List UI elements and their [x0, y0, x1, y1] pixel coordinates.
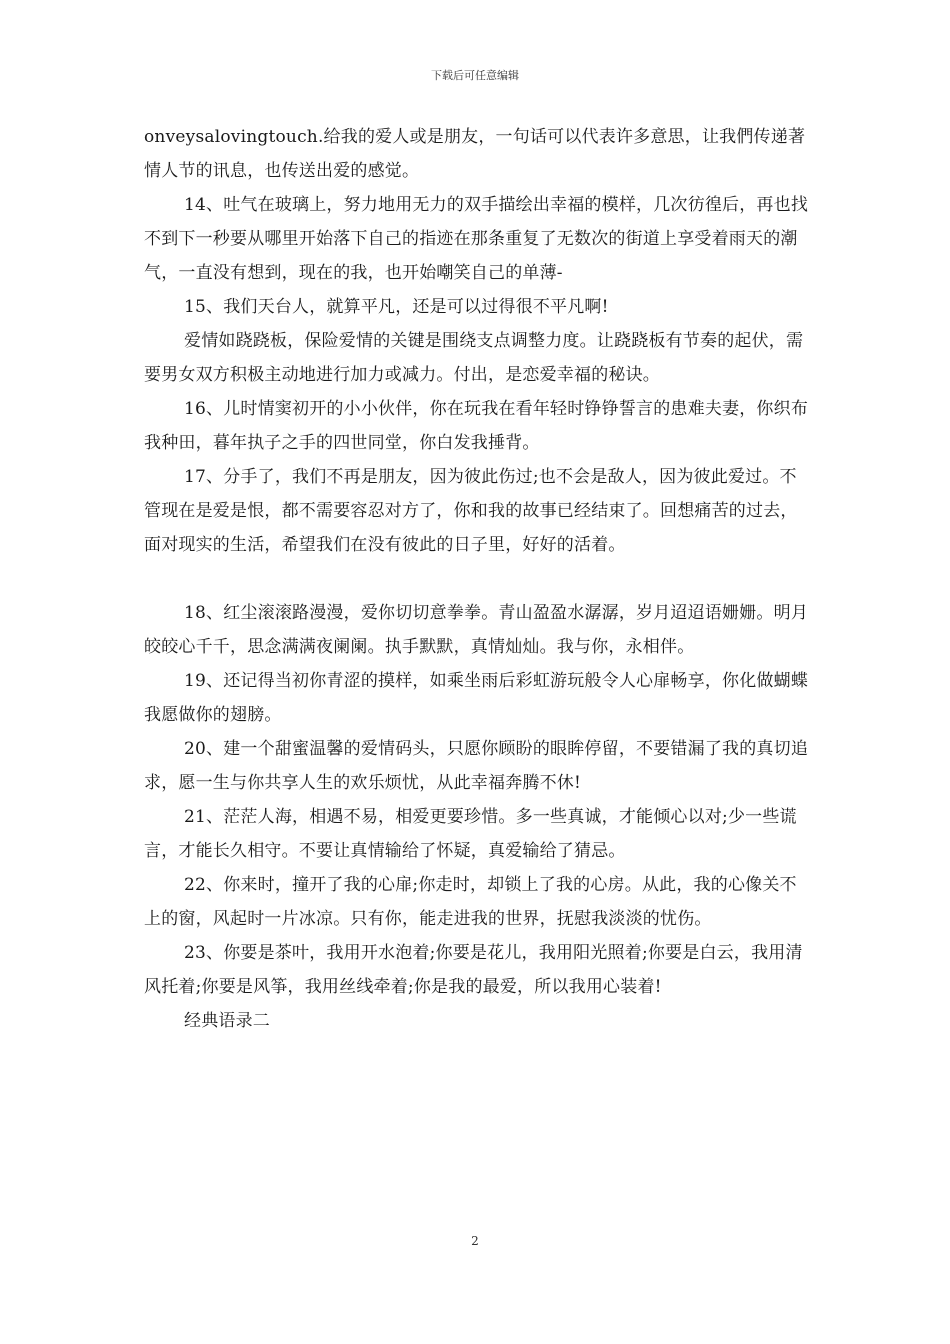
page-number: 2	[471, 1234, 479, 1248]
paragraph: 23、你要是茶叶，我用开水泡着;你要是花儿，我用阳光照着;你要是白云，我用清风托着;你要是风筝，我用丝线牵着;你是我的最爱，所以我用心装着!	[144, 943, 803, 997]
paragraph: 19、还记得当初你青涩的摸样，如乘坐雨后彩虹游玩般令人心扉畅享，你化做蝴蝶我愿做你的翅膀。	[144, 671, 809, 725]
page-header: 下载后可任意编辑	[431, 69, 519, 82]
document-body	[144, 120, 810, 1038]
paragraph: 20、建一个甜蜜温馨的爱情码头，只愿你顾盼的眼眸停留，不要错漏了我的真切追求，愿一生与你共享人生的欢乐烦忧，从此幸福奔腾不休!	[144, 739, 809, 793]
paragraph: 22、你来时，撞开了我的心扉;你走时，却锁上了我的心房。从此，我的心像关不上的窗，风起时一片冰凉。只有你，能走进我的世界，抚慰我淡淡的忧伤。	[144, 875, 797, 929]
section-heading: 经典语录二	[184, 1011, 270, 1031]
paragraph: 爱情如跷跷板，保险爱情的关键是围绕支点调整力度。让跷跷板有节奏的起伏，需要男女双方积极主动地进行加力或减力。付出，是恋爱幸福的秘诀。	[144, 331, 804, 385]
paragraph: 21、茫茫人海，相遇不易，相爱更要珍惜。多一些真诚，才能倾心以对;少一些谎言，才能长久相守。不要让真情输给了怀疑，真爱输给了猜忌。	[144, 807, 797, 861]
paragraph: 17、分手了，我们不再是朋友，因为彼此伤过;也不会是敌人，因为彼此爱过。不管现在是爱是恨，都不需要容忍对方了，你和我的故事已经结束了。回想痛苦的过去，面对现实的生活，希望我们在没有彼此的日子里，好好的活着。	[144, 467, 798, 555]
paragraph: 16、儿时情窦初开的小小伙伴，你在玩我在看年轻时铮铮誓言的患难夫妻，你织布我种田，暮年执子之手的四世同堂，你白发我捶背。	[144, 399, 809, 453]
blank-line	[144, 562, 810, 596]
paragraph: onveysalovingtouch.给我的爱人或是朋友，一句话可以代表许多意思，让我們传递著情人节的讯息，也传送出爱的感觉。	[144, 127, 806, 181]
paragraph: 18、红尘滚滚路漫漫，爱你切切意拳拳。青山盈盈水潺潺，岁月迢迢语姗姗。明月皎皎心千千，思念满满夜阑阑。执手默默，真情灿灿。我与你，永相伴。	[144, 603, 809, 657]
paragraph: 15、我们天台人，就算平凡，还是可以过得很不平凡啊!	[184, 297, 609, 317]
paragraph: 14、吐气在玻璃上，努力地用无力的双手描绘出幸福的模样，几次彷徨后，再也找不到下一秒要从哪里开始落下自己的指迹在那条重复了无数次的街道上享受着雨天的潮气，一直没有想到，现在的我，也开始嘲笑自己的单薄-	[144, 195, 809, 283]
